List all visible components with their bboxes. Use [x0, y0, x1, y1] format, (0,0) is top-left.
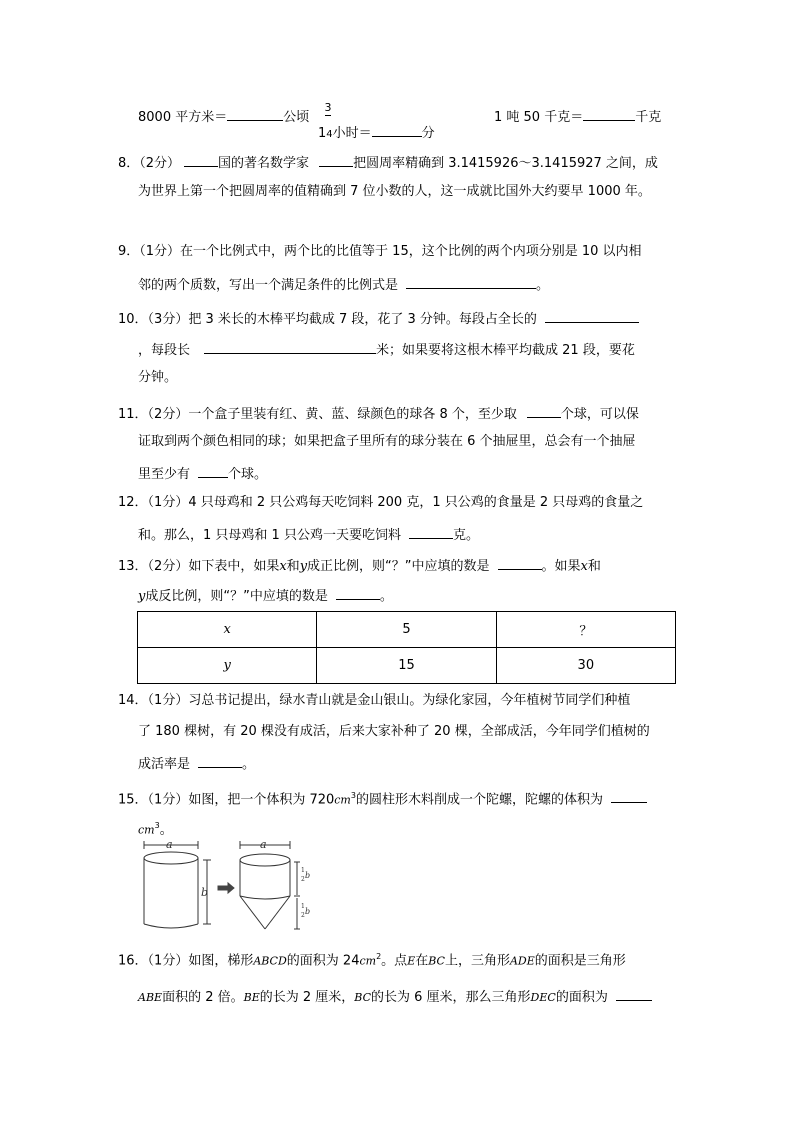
- question-16-line1: [118, 948, 626, 970]
- question-10-line3: 分钟。: [138, 370, 178, 385]
- half-den: 2: [301, 876, 305, 883]
- half-den: 2: [301, 912, 305, 919]
- answer-blank[interactable]: [336, 585, 380, 600]
- q16-text-a: 16．（1分）如图，梯形: [118, 953, 254, 969]
- q8-text-a: 国的著名数学家: [218, 156, 310, 171]
- frac-denominator: 4: [326, 129, 333, 140]
- q7-part1-text: 8000 平方米＝: [138, 110, 228, 125]
- question-13-line1: [118, 555, 601, 576]
- question-14-line2: 了 180 棵树，有 20 棵没有成活，后来大家补种了 20 棵，全部成活，今年同学们植树的: [138, 724, 650, 739]
- answer-blank[interactable]: [616, 986, 652, 1001]
- table-cell: y: [138, 648, 317, 684]
- unit-cm: cm: [334, 793, 351, 807]
- answer-blank[interactable]: [372, 122, 422, 137]
- q16-text-2a: 面积的 2 倍。: [162, 990, 244, 1005]
- q7-part3-text: 1 吨 50 千克＝: [494, 110, 584, 125]
- q16-text-f: 的面积是三角形: [534, 953, 626, 969]
- q13-text-2b: 。: [379, 589, 393, 604]
- answer-blank[interactable]: [204, 339, 376, 354]
- unit-exp: 3: [154, 821, 160, 830]
- q9-text: 邻的两个质数，写出一个满足条件的比例式是: [138, 278, 399, 293]
- q16-text-d: 在: [415, 953, 429, 969]
- q13-text-d: 。如果: [541, 559, 581, 574]
- question-12-line2: [138, 524, 479, 545]
- var-y: y: [299, 559, 308, 574]
- q12-text-post: 克。: [452, 528, 479, 543]
- question-8-line1: [118, 152, 658, 173]
- q16-text-e: 上，三角形: [444, 953, 510, 969]
- question-10-line1: [118, 308, 639, 329]
- question-8-line2: 为世界上第一个把圆周率的值精确到 7 位小数的人，这一成就比国外大约要早 1000 年。: [138, 184, 651, 199]
- label-be: BE: [243, 991, 260, 1004]
- cylinder-to-top-figure: [140, 838, 310, 933]
- answer-blank[interactable]: [184, 152, 218, 167]
- unit-exp: 3: [350, 791, 356, 800]
- answer-blank[interactable]: [611, 788, 647, 803]
- answer-blank[interactable]: [583, 106, 635, 121]
- question-9-line1: 9．（1分）在一个比例式中，两个比的比值等于 15，这个比例的两个内项分别是 10 以内相: [118, 244, 642, 259]
- q16-text-2d: 的面积为: [555, 990, 608, 1005]
- unit-cm: cm: [359, 954, 377, 968]
- var-x: x: [580, 559, 588, 574]
- q11-text3-pre: 里至少有: [138, 467, 191, 482]
- answer-blank[interactable]: [198, 753, 242, 768]
- question-13-line2: [138, 585, 393, 606]
- question-9-line2: [138, 274, 549, 295]
- q9-end: 。: [536, 278, 550, 293]
- answer-blank[interactable]: [545, 308, 639, 323]
- q16-text-2b: 的长为 2 厘米，: [259, 990, 355, 1005]
- q13-text-b: 和: [286, 559, 300, 574]
- half-b: b: [305, 907, 310, 916]
- half-num: 1: [301, 903, 305, 910]
- var-y: y: [138, 589, 146, 604]
- cylinder-top: [144, 852, 198, 864]
- question-14-line1: 14．（1分）习总书记提出，绿水青山就是金山银山。为绿化家园，今年植树节同学们种植: [118, 693, 631, 708]
- answer-blank[interactable]: [498, 555, 542, 570]
- top-upper: [240, 854, 290, 866]
- answer-blank[interactable]: [409, 524, 453, 539]
- question-11-line3: [138, 463, 267, 484]
- q7-part2: [318, 122, 435, 144]
- q11-text3-post: 个球。: [228, 467, 268, 482]
- question-number: 8．（2分）: [118, 156, 181, 171]
- q13-text-a: 13．（2分）如下表中，如果: [118, 559, 280, 574]
- q11-text-post: 个球，可以保: [560, 407, 639, 422]
- label-bc: BC: [354, 991, 371, 1004]
- answer-blank[interactable]: [406, 274, 536, 289]
- frac-numerator: 3: [324, 101, 332, 114]
- var-x: x: [279, 559, 287, 574]
- label-e: E: [407, 954, 416, 968]
- q13-text-2a: 成反比例，则“？”中应填的数是: [145, 589, 328, 604]
- q7-part1: [138, 106, 309, 127]
- q7-part1-unit: 公顷: [283, 110, 310, 125]
- q13-text-e: 和: [587, 559, 601, 574]
- question-16-line2: [138, 986, 652, 1007]
- mixed-whole: 1: [318, 126, 327, 141]
- question-14-line3: [138, 753, 255, 774]
- unit-exp: 2: [376, 952, 382, 961]
- q13-text-c: 成正比例，则“？”中应填的数是: [307, 559, 490, 574]
- table-cell: ？: [496, 612, 675, 648]
- q11-text-pre: 11．（2分）一个盒子里装有红、黄、蓝、绿颜色的球各 8 个，至少取: [118, 407, 517, 422]
- q12-text-pre: 和。那么，1 只母鸡和 1 只公鸡一天要吃饲料: [138, 528, 401, 543]
- q16-text-b: 的面积为 24: [286, 953, 360, 969]
- q16-text-c: 。点: [381, 953, 408, 969]
- q7-part2-text: 小时＝: [332, 126, 372, 141]
- arrow-icon: [218, 883, 234, 893]
- question-11-line2: 证取到两个颜色相同的球；如果把盒子里所有的球分装在 6 个抽屉里，总会有一个抽屉: [138, 434, 636, 449]
- half-num: 1: [301, 867, 305, 874]
- q7-part2-unit: 分: [421, 126, 435, 141]
- label-abe: ABE: [138, 991, 163, 1004]
- question-15-line2: [138, 817, 173, 839]
- fraction-3-4: [321, 102, 335, 117]
- q15-end: 。: [159, 822, 173, 838]
- label-dec: DEC: [530, 991, 556, 1004]
- table-row: [138, 612, 676, 648]
- table-cell: 5: [317, 612, 496, 648]
- label-ade: ADE: [509, 954, 535, 968]
- q10-text: 10．（3分）把 3 米长的木棒平均截成 7 段，花了 3 分钟。每段占全长的: [118, 312, 537, 327]
- question-12-line1: 12．（1分）4 只母鸡和 2 只公鸡每天吃饲料 200 克，1 只公鸡的食量是 2 只母鸡的食量之: [118, 495, 644, 510]
- answer-blank[interactable]: [227, 106, 283, 121]
- answer-blank[interactable]: [319, 152, 353, 167]
- q14-text-pre: 成活率是: [138, 757, 191, 772]
- half-b: b: [305, 871, 310, 880]
- q14-text-post: 。: [242, 757, 256, 772]
- question-11-line1: [118, 403, 639, 424]
- table-row: [138, 648, 676, 684]
- q7-part3: [494, 106, 661, 127]
- table-cell: 30: [496, 648, 675, 684]
- label-a: a: [166, 838, 173, 851]
- question-15-line1: [118, 787, 647, 809]
- q10-text-pre: ，每段长: [138, 343, 191, 358]
- xy-table: [137, 611, 676, 684]
- answer-blank[interactable]: [198, 463, 228, 478]
- unit-cm: cm: [138, 823, 155, 837]
- q15-text-post: 的圆柱形木料削成一个陀螺，陀螺的体积为: [355, 792, 603, 808]
- q7-part3-unit: 千克: [635, 110, 662, 125]
- q16-text-2c: 的长为 6 厘米，那么三角形: [371, 990, 531, 1005]
- question-10-line2: [138, 339, 635, 360]
- q8-text-b: 把圆周率精确到 3.1415926～3.1415927 之间，成: [353, 156, 658, 171]
- q10-text-post: 米；如果要将这根木棒平均截成 21 段，要花: [376, 343, 635, 358]
- answer-blank[interactable]: [527, 403, 561, 418]
- table-cell: x: [138, 612, 317, 648]
- label-abcd: ABCD: [253, 954, 287, 968]
- label-bc: BC: [428, 954, 445, 968]
- label-a: a: [260, 838, 267, 851]
- q15-text-pre: 15．（1分）如图，把一个体积为 720: [118, 792, 335, 808]
- table-cell: 15: [317, 648, 496, 684]
- label-b: b: [201, 886, 209, 899]
